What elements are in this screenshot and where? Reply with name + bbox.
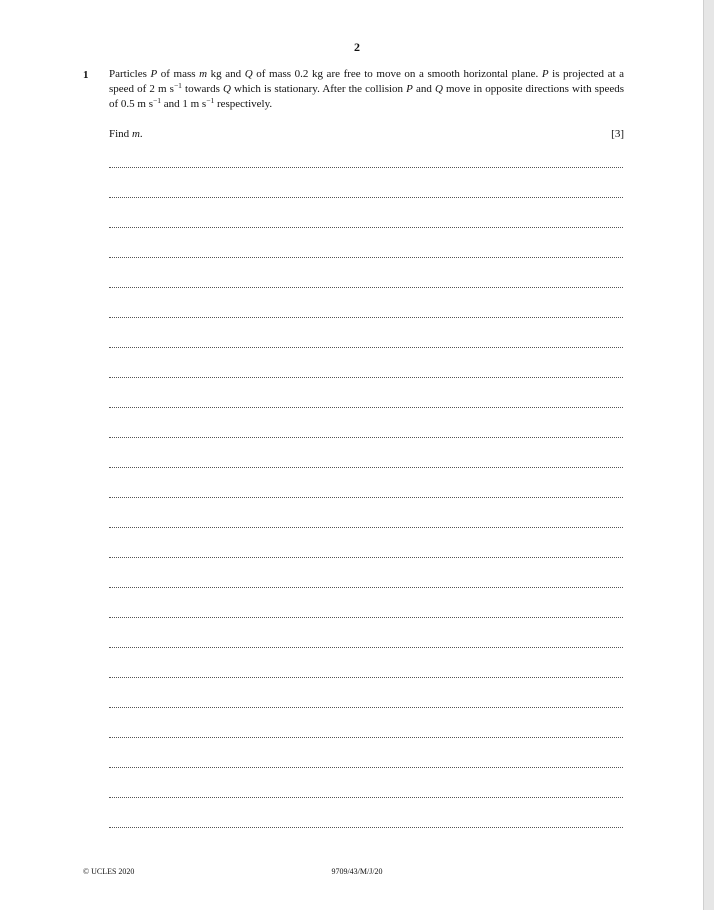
answer-line[interactable] — [109, 707, 623, 737]
answer-line[interactable] — [109, 227, 623, 257]
answer-line[interactable] — [109, 497, 623, 527]
question-number: 1 — [83, 69, 89, 81]
marks-allocation: [3] — [611, 128, 624, 140]
footer-paper-code: 9709/43/M/J/20 — [331, 867, 383, 876]
answer-line[interactable] — [109, 587, 623, 617]
answer-line[interactable] — [109, 347, 623, 377]
right-margin-strip — [703, 0, 714, 910]
footer-copyright: © UCLES 2020 — [83, 867, 135, 876]
answer-area[interactable] — [109, 167, 623, 857]
answer-line[interactable] — [109, 527, 623, 557]
answer-line[interactable] — [109, 167, 623, 197]
answer-line[interactable] — [109, 407, 623, 437]
question-prompt: Find m. — [109, 128, 143, 140]
answer-line[interactable] — [109, 797, 623, 827]
answer-line[interactable] — [109, 617, 623, 647]
answer-line[interactable] — [109, 737, 623, 767]
answer-line[interactable] — [109, 377, 623, 407]
answer-line[interactable] — [109, 767, 623, 797]
answer-line[interactable] — [109, 557, 623, 587]
page-number: 2 — [354, 40, 360, 54]
answer-line[interactable] — [109, 677, 623, 707]
answer-line[interactable] — [109, 827, 623, 857]
answer-line[interactable] — [109, 317, 623, 347]
answer-line[interactable] — [109, 287, 623, 317]
answer-line[interactable] — [109, 467, 623, 497]
answer-line[interactable] — [109, 257, 623, 287]
question-text: Particles P of mass m kg and Q of mass 0.2 kg are free to move on a smooth horizontal plane. P is projected at a speed of 2 m $s^{-1}$ towards Q which is stationary. After the collision P and Q move in opposite directions with speeds of 0.5 m $s^{-1}$ and 1 m $s^{-1}$ respectively. — [109, 68, 625, 110]
answer-line[interactable] — [109, 647, 623, 677]
answer-line[interactable] — [109, 197, 623, 227]
answer-line[interactable] — [109, 437, 623, 467]
